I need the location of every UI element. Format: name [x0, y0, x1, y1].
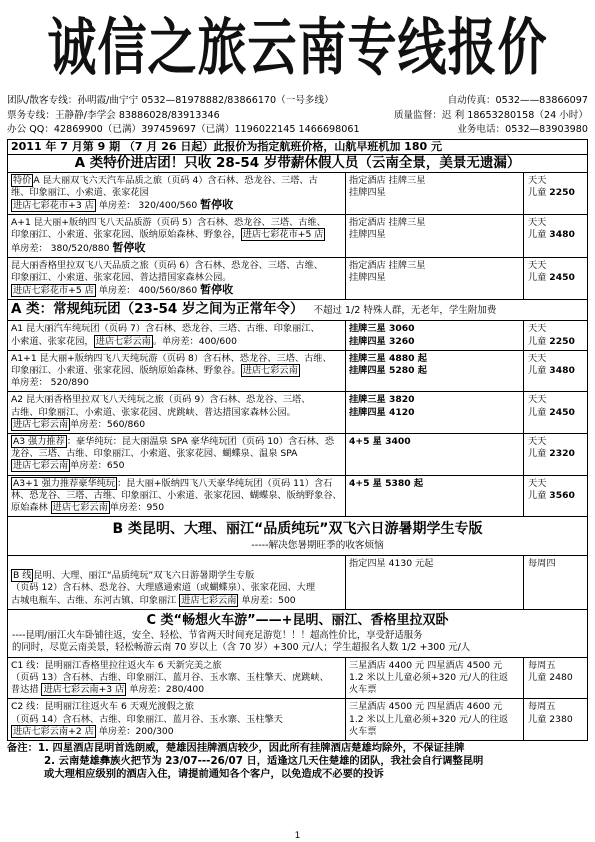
departure-days: 天天: [528, 259, 547, 271]
desc-line: 昆明、大理、丽江“品质纯玩”双飞六日游暑期学生专版: [33, 570, 255, 582]
price-line: 挂牌四星 5280 起: [349, 364, 427, 376]
desc-line: 龙谷、三塔、古维、印象丽江、小索道、张家花园、蝴蝶泉、温泉 SPA: [11, 448, 298, 460]
child-label: 儿童: [528, 406, 547, 418]
child-label: 儿童: [528, 448, 547, 460]
desc-line: C1 线：昆明丽江香格里拉往返火车 6 天新完美之旅: [11, 659, 222, 671]
notes-label: 备注：: [7, 742, 38, 754]
tour-description: [8, 351, 346, 392]
contact-row: [7, 123, 588, 138]
hotel-col: [346, 215, 524, 257]
departure-days: 天天: [528, 352, 547, 364]
desc-line: （页码 14）含石林、古维、印象丽江、蓝月谷、玉水寨、玉柱擎天: [11, 713, 283, 725]
departure-days: 天天: [528, 323, 547, 335]
child-label: 儿童: [528, 335, 547, 347]
schedule-col: [524, 392, 587, 433]
schedule-col: [524, 476, 587, 517]
special-tag: 特价: [13, 174, 32, 186]
shop-tag: 进店七彩云南: [181, 594, 237, 606]
desc-line: A1 昆大丽汽车纯玩团（页码 7）含石林、恐龙谷、三塔、古维、印象丽江、: [11, 323, 320, 335]
section-a2-subtitle: 不超过 1/2 特殊人群，无老年，学生附加费: [313, 305, 497, 317]
section-a1-heading: A 类特价进店团！只收 28-54 岁带薪休假人员（云南全景，美景无遗漏）: [7, 155, 588, 173]
shop-tag: 进店七彩云南: [52, 501, 108, 513]
schedule-col: [524, 699, 587, 740]
desc-line: C2 线：昆明丽江往返火车 6 天观光渡假之旅: [11, 701, 195, 713]
hotel-line: 指定酒店 挂牌三星: [349, 174, 426, 186]
schedule-col: [524, 351, 587, 392]
desc-line: 。单房差：400/600: [152, 335, 237, 347]
price-line: 1.2 米以上儿童必须+320 元/人的往返: [349, 671, 509, 683]
contact-row: [7, 109, 588, 124]
table-row: [8, 391, 587, 433]
price-line: 4+5 星 5380 起: [349, 477, 424, 489]
section-a2-heading: [7, 300, 588, 321]
departure-days: 天天: [528, 477, 547, 489]
price-line: 挂牌三星 3060: [349, 323, 415, 335]
price-line: 挂牌三星 4880 起: [349, 352, 427, 364]
child-price: 2450: [549, 271, 575, 283]
desc-line: A 昆大丽双飞六天汽车品质之旅（页码 4）含石林、恐龙谷、三塔、古: [33, 174, 318, 186]
price-line: 挂牌四星 3260: [349, 335, 415, 347]
status-text: 暂停收: [112, 240, 146, 254]
shop-tag: 进店七彩云南: [13, 418, 69, 430]
notes-block: [7, 742, 588, 781]
desc-line: 古城电瓶车、古维、东河古镇、印象丽江: [11, 594, 177, 606]
section-a2-table: [7, 321, 588, 517]
child-price: 2450: [549, 406, 575, 418]
table-row: [8, 556, 587, 609]
desc-line: 单房差： 380/520/880: [11, 242, 110, 254]
table-row: [8, 350, 587, 392]
shop-tag: 进店七彩云南+2 店: [13, 725, 94, 737]
table-row: [8, 475, 587, 517]
schedule-col: [524, 215, 587, 257]
note-line: 2. 云南楚雄彝族火把节为 23/07---26/07 日，适逢这几天住楚雄的团队，我社会自行调整昆明: [44, 755, 484, 767]
price-col: [346, 321, 524, 349]
price-line: 4+5 星 3400: [349, 435, 411, 447]
desc-line: 小索道、张家花园，: [11, 335, 94, 347]
shop-tag: 进店七彩花市+5 店: [13, 285, 94, 297]
schedule-col: [524, 434, 587, 475]
recommend-tag: A3 强力推荐: [13, 435, 65, 447]
schedule-col: [524, 321, 587, 349]
tour-description: [8, 321, 346, 349]
child-label: 儿童: [528, 671, 547, 683]
tour-description: [8, 215, 346, 257]
shop-tag: 进店七彩云南+3 店: [43, 684, 125, 696]
hotel-col: [346, 173, 524, 215]
desc-line: 印象丽江、小索道、张家花园、版纳原始森林、野象谷，: [11, 229, 241, 241]
desc-line: 古维、印象丽江、小索道、张家花园、虎跳峡、普达措国家森林公园。: [11, 406, 296, 418]
hotel-line: 挂牌四星: [349, 186, 386, 198]
desc-line: 印象丽江、小索道、张家花园、普达措国家森林公园。: [11, 271, 232, 283]
shop-tag: 进店七彩云南: [242, 364, 298, 376]
departure-days: 每周五: [528, 659, 556, 671]
schedule-col: [524, 258, 587, 300]
issue-notice: 2011 年 7 月第 9 期 （7 月 26 日起）此报价为指定航班价格，山航早班机加 180 元: [7, 139, 588, 155]
desc-line: 印象丽江、小索道、张家花园、版纳原始森林、野象谷。: [11, 364, 241, 376]
child-price: 2480: [549, 671, 573, 683]
price-col: [346, 658, 524, 699]
desc-line: ：昆大丽+版纳四飞八天豪华纯玩团（页码 11）含石: [117, 477, 333, 489]
departure-days: 天天: [528, 174, 547, 186]
desc-line: 维、印象丽江、小索道、张家花园: [11, 186, 149, 198]
child-label: 儿童: [528, 229, 547, 241]
departure-days: 每周五: [528, 701, 556, 713]
child-price: 3480: [549, 229, 575, 241]
contact-right: 质量监督：迟 利 18653280158（24 小时）: [393, 109, 588, 121]
child-price: 2250: [549, 335, 575, 347]
table-row: [8, 173, 587, 215]
section-a1-table: [7, 173, 588, 301]
price-line: 挂牌三星 3820: [349, 394, 415, 406]
status-text: 暂停收: [200, 197, 234, 211]
departure-days: 天天: [528, 435, 547, 447]
note-line: 或大理相应级别的酒店入住，请提前通知各个客户，以免造成不必要的投诉: [44, 768, 384, 780]
hotel-line: 挂牌四星: [349, 271, 386, 283]
price-line: 三星酒店 4500 元 四星酒店 4600 元: [349, 701, 503, 713]
child-label: 儿童: [528, 713, 547, 725]
line-tag: B 线: [13, 570, 32, 582]
section-b-subtitle: -----解决您暑期旺季的收客烦恼: [251, 540, 384, 552]
child-label: 儿童: [528, 271, 547, 283]
price-line: 指定四星 4130 元起: [349, 558, 434, 570]
departure-days: 天天: [528, 217, 547, 229]
section-c-desc: 的同时，尽览云南美景，轻松畅游云南 70 岁以上（含 70 岁）+300 元/人；学生超报名人数 1/2 +300 元/人: [12, 642, 471, 654]
table-row: [8, 214, 587, 257]
desc-line: （页码 13）含石林、古维、印象丽江、蓝月谷、玉水寨、玉柱擎天、虎跳峡、: [11, 671, 329, 683]
desc-line: 单房差：200/300: [98, 725, 174, 737]
departure-days: 天天: [528, 394, 547, 406]
tour-description: [8, 173, 346, 215]
price-line: 火车票: [349, 684, 377, 696]
tour-description: [8, 556, 346, 609]
hotel-line: 挂牌四星: [349, 229, 386, 241]
desc-line: A1+1 昆大丽+版纳四飞八天纯玩游（页码 8）含石林、恐龙谷、三塔、古维、: [11, 352, 332, 364]
tour-description: [8, 658, 346, 699]
schedule-col: [524, 173, 587, 215]
price-col: [346, 699, 524, 740]
desc-line: 单房差：950: [109, 501, 165, 513]
hotel-line: 指定酒店 挂牌三星: [349, 259, 426, 271]
table-row: [8, 698, 587, 740]
tour-description: [8, 476, 346, 517]
price-line: 三星酒店 4400 元 四星酒店 4500 元: [349, 659, 503, 671]
hotel-col: [346, 258, 524, 300]
contact-right: 业务电话：0532—83903980: [457, 124, 588, 135]
table-row: [8, 433, 587, 475]
tour-description: [8, 434, 346, 475]
schedule-col: [524, 556, 587, 609]
table-row: [8, 658, 587, 699]
table-row: [8, 321, 587, 349]
contact-left: 办公 QQ：42869900（已满）397459697（已满）1196022145 1466698061: [7, 124, 360, 135]
desc-line: 单房差：560/860: [70, 418, 146, 430]
price-col: [346, 556, 524, 609]
tour-description: [8, 699, 346, 740]
shop-tag: 进店七彩云南: [95, 335, 151, 347]
price-col: [346, 476, 524, 517]
child-price: 2380: [549, 713, 573, 725]
price-col: [346, 434, 524, 475]
tour-description: [8, 392, 346, 433]
section-c-desc: ----昆明/丽江火车卧铺往返，安全、轻松、节省两天时间充足游览！！！超高性价比，享受舒适服务: [12, 629, 423, 641]
shop-tag: 进店七彩云南: [13, 460, 69, 472]
section-b-title: B 类昆明、大理、丽江“品质纯玩”双飞六日游暑期学生专版: [112, 521, 483, 538]
departure-days: 每周四: [528, 558, 556, 570]
child-label: 儿童: [528, 489, 547, 501]
section-a2-title: A 类：常规纯玩团（23-54 岁之间为正常年令）: [11, 301, 304, 318]
child-price: 2320: [549, 448, 575, 460]
page-title: 诚信之旅云南专线报价: [47, 10, 548, 84]
section-b-heading: [7, 517, 588, 556]
desc-line: 单房差：500: [241, 594, 296, 606]
desc-line: A+1 昆大丽+版纳四飞八天品质游（页码 5）含石林、恐龙谷、三塔、古维、: [11, 217, 326, 229]
desc-line: 单房差： 400/560/860: [98, 285, 198, 297]
desc-line: 单房差： 520/890: [11, 377, 89, 389]
desc-line: 单房差： 320/400/560: [98, 199, 198, 211]
price-col: [346, 351, 524, 392]
page-number: 1: [294, 831, 301, 841]
desc-line: 单房差：650: [70, 460, 125, 472]
desc-line: 单房差：280/400: [129, 684, 205, 696]
child-price: 2250: [549, 186, 575, 198]
contact-right: 自动传真：0532——83866097: [447, 95, 588, 106]
section-c-heading: [7, 610, 588, 658]
desc-line: A2 昆大丽香格里拉双飞八天纯玩之旅（页码 9）含石林、恐龙谷、三塔、: [11, 394, 311, 406]
desc-line: 原始森林: [11, 501, 48, 513]
child-price: 3560: [549, 489, 575, 501]
child-price: 3480: [549, 364, 575, 376]
price-line: 1.2 米以上儿童必须+320 元/人的往返: [349, 713, 509, 725]
desc-line: 昆大丽香格里拉双飞八天品质之旅（页码 6）含石林、恐龙谷、三塔、古维、: [11, 259, 323, 271]
desc-line: （页码 12）含石林、恐龙谷、大理感通索道（或蝴蝶泉）、张家花园、大理: [11, 582, 316, 594]
contact-left: 团队/散客专线：孙明霞/曲宁宁 0532—81978882/83866170（一号多线）: [7, 95, 334, 106]
section-c-table: [7, 658, 588, 741]
desc-line: 林、恐龙谷、三塔、古维、印象丽江、小索道、张家花园、蝴蝶泉、版纳野象谷、: [11, 489, 342, 501]
section-c-title: C 类“畅想火车游”——+昆明、丽江、香格里拉双卧: [146, 612, 449, 628]
schedule-col: [524, 658, 587, 699]
shop-tag: 进店七彩花市+5 店: [242, 229, 324, 241]
price-line: 挂牌四星 4120: [349, 406, 415, 418]
desc-line: 普达措: [11, 684, 39, 696]
section-b-table: [7, 556, 588, 610]
shop-tag: 进店七彩花市+3 店: [13, 199, 94, 211]
price-col: [346, 392, 524, 433]
child-label: 儿童: [528, 364, 547, 376]
tour-description: [8, 258, 346, 300]
status-text: 暂停收: [200, 283, 234, 297]
table-row: [8, 257, 587, 300]
note-line: 1. 四星酒店昆明首选朗威，楚雄因挂牌酒店较少，因此所有挂牌酒店楚雄均除外，不保证挂牌: [37, 742, 465, 754]
contact-left: 票务专线：王静静/李学会 83886028/83913346: [7, 109, 220, 121]
child-label: 儿童: [528, 186, 547, 198]
desc-line: ：豪华纯玩：昆大丽温泉 SPA 豪华纯玩团（页码 10）含石林、恐: [66, 435, 335, 447]
hotel-line: 指定酒店 挂牌三星: [349, 217, 426, 229]
recommend-tag: A3+1 强力推荐豪华纯玩: [13, 477, 116, 489]
price-line: 火车票: [349, 725, 377, 737]
